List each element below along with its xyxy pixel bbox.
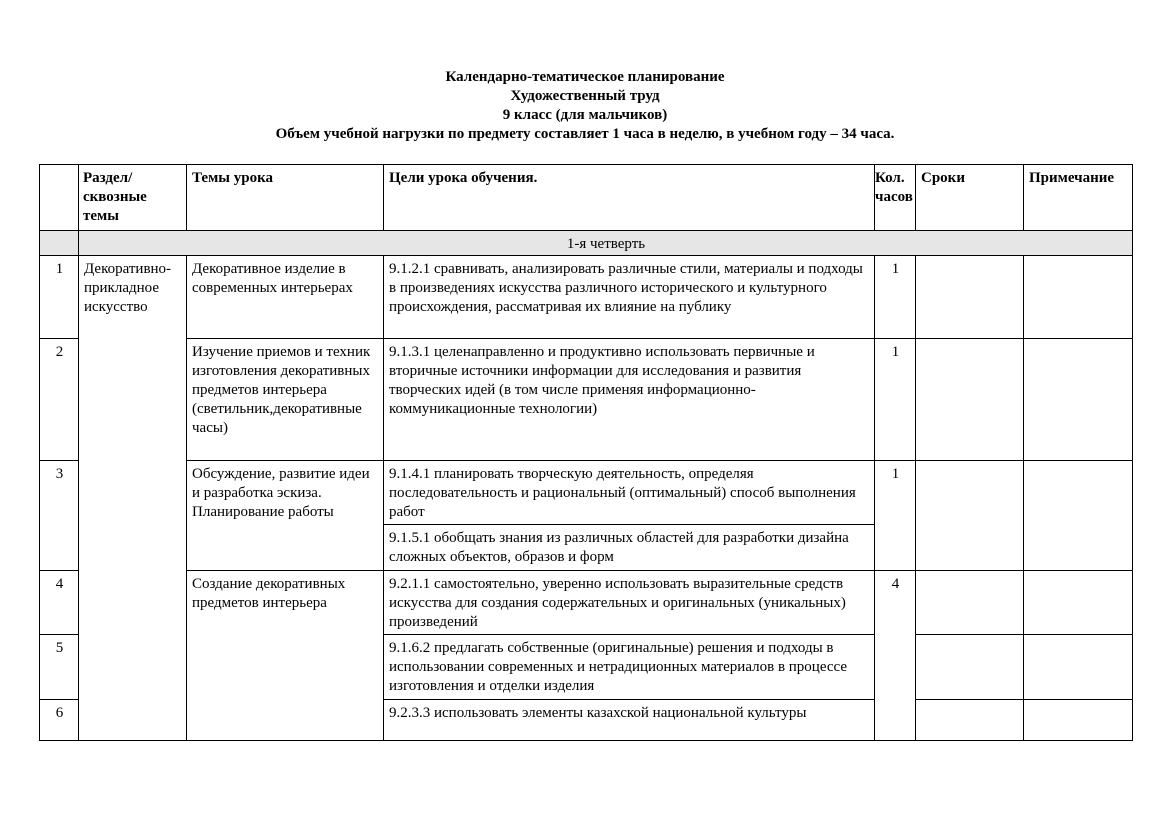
notes-cell[interactable] <box>1024 339 1133 461</box>
dates-cell[interactable] <box>916 339 1024 461</box>
lesson-goal: 9.1.4.1 планировать творческую деятельность, определяя последовательность и рациональный (оптимальный) способ выполнения работ <box>384 461 875 525</box>
section-cell: Декоративно-прикладное искусство <box>79 256 187 741</box>
column-header-number <box>40 165 79 231</box>
column-header-hours: Кол. часов <box>875 165 916 231</box>
lesson-topic: Декоративное изделие в современных интерьерах <box>187 256 384 339</box>
lesson-goal: 9.1.2.1 сравнивать, анализировать различные стили, материалы и подходы в произведениях искусства различного исторического и культурного происхождения, рассматривая их влияние на публику <box>384 256 875 339</box>
row-number: 6 <box>40 700 79 741</box>
lesson-topic: Создание декоративных предметов интерьера <box>187 571 384 741</box>
table-row <box>40 256 1133 339</box>
header-title: Календарно-тематическое планирование <box>445 69 725 85</box>
dates-cell[interactable] <box>916 256 1024 339</box>
table-header-row <box>40 165 1133 231</box>
header-subject: Художественный труд <box>510 88 660 104</box>
column-header-notes: Примечание <box>1024 165 1133 231</box>
header-workload: Объем учебной нагрузки по предмету составляет 1 часа в неделю, в учебном году – 34 часа. <box>275 126 895 142</box>
column-header-topic: Темы урока <box>187 165 384 231</box>
dates-cell[interactable] <box>916 461 1024 571</box>
quarter-row <box>40 231 1133 256</box>
lesson-hours: 4 <box>875 571 916 741</box>
column-header-section: Раздел/ сквозные темы <box>79 165 187 231</box>
column-header-dates: Сроки <box>916 165 1024 231</box>
lesson-goal: 9.1.5.1 обобщать знания из различных областей для разработки дизайна сложных объектов, образов и форм <box>384 525 875 571</box>
dates-cell[interactable] <box>916 700 1024 741</box>
lesson-goal: 9.2.1.1 самостоятельно, уверенно использовать выразительные средств искусства для создания содержательных и оригинальных (уникальных) произведений <box>384 571 875 635</box>
row-number: 2 <box>40 339 79 461</box>
row-number: 5 <box>40 635 79 700</box>
lesson-topic: Обсуждение, развитие идеи и разработка эскиза. Планирование работы <box>187 461 384 571</box>
row-number: 3 <box>40 461 79 571</box>
notes-cell[interactable] <box>1024 461 1133 571</box>
notes-cell[interactable] <box>1024 571 1133 635</box>
lesson-hours: 1 <box>875 461 916 571</box>
document-header <box>0 68 1170 144</box>
planning-table <box>39 164 1133 741</box>
column-header-goals: Цели урока обучения. <box>384 165 875 231</box>
table-row <box>40 339 1133 461</box>
dates-cell[interactable] <box>916 571 1024 635</box>
lesson-hours: 1 <box>875 339 916 461</box>
lesson-goal: 9.1.3.1 целенаправленно и продуктивно использовать первичные и вторичные источники информации для исследования и развития творческих идей (в том числе применяя информационно-коммуникационные технологии) <box>384 339 875 461</box>
lesson-goal: 9.2.3.3 использовать элементы казахской национальной культуры <box>384 700 875 741</box>
notes-cell[interactable] <box>1024 700 1133 741</box>
header-grade: 9 класс (для мальчиков) <box>502 107 668 123</box>
lesson-topic: Изучение приемов и техник изготовления декоративных предметов интерьера (светильник,декоративные часы) <box>187 339 384 461</box>
row-number: 4 <box>40 571 79 635</box>
lesson-goal: 9.1.6.2 предлагать собственные (оригинальные) решения и подходы в использовании современных и нетрадиционных материалов в процессе изготовления и отделки изделия <box>384 635 875 700</box>
table-row <box>40 461 1133 525</box>
dates-cell[interactable] <box>916 635 1024 700</box>
notes-cell[interactable] <box>1024 635 1133 700</box>
notes-cell[interactable] <box>1024 256 1133 339</box>
quarter-label: 1-я четверть <box>79 231 1133 256</box>
row-number: 1 <box>40 256 79 339</box>
table-row <box>40 571 1133 635</box>
quarter-empty-cell <box>40 231 79 256</box>
lesson-hours: 1 <box>875 256 916 339</box>
